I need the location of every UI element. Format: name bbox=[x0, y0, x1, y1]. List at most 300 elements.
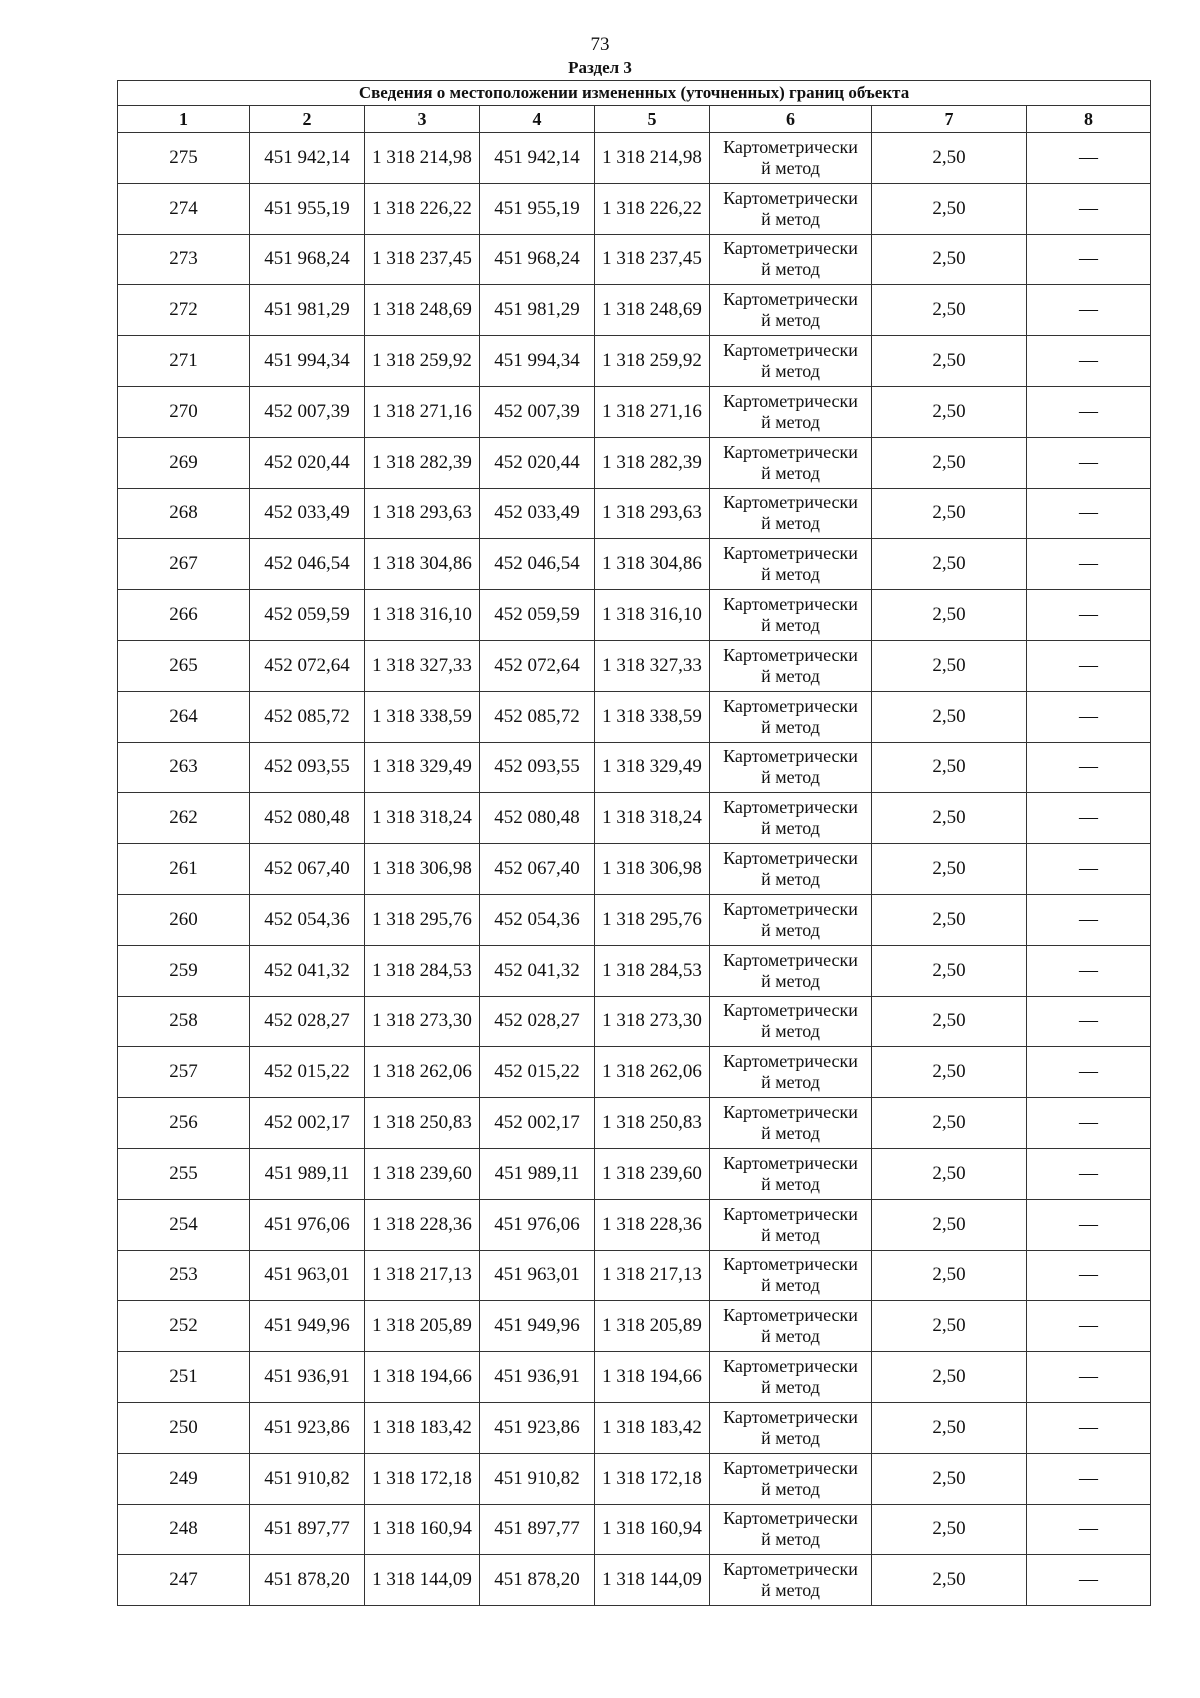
point-number-cell: 275 bbox=[118, 133, 250, 184]
point-number-cell: 256 bbox=[118, 1098, 250, 1149]
column-number: 6 bbox=[710, 106, 872, 133]
method-cell bbox=[710, 386, 872, 437]
x-new-cell: 452 002,17 bbox=[480, 1098, 595, 1149]
accuracy-cell: 2,50 bbox=[872, 793, 1027, 844]
x-new-cell: 451 949,96 bbox=[480, 1301, 595, 1352]
method-text-line: й метод bbox=[761, 1173, 820, 1194]
method-text-line: Картометрически bbox=[723, 797, 858, 818]
table-row bbox=[118, 996, 1151, 1047]
method-text-line: Картометрически bbox=[723, 1508, 858, 1529]
description-cell: — bbox=[1027, 1098, 1151, 1149]
table-row bbox=[118, 1301, 1151, 1352]
y-old-cell: 1 318 271,16 bbox=[365, 386, 480, 437]
x-new-cell: 452 072,64 bbox=[480, 640, 595, 691]
description-cell: — bbox=[1027, 1301, 1151, 1352]
table-row bbox=[118, 691, 1151, 742]
y-new-cell: 1 318 295,76 bbox=[595, 894, 710, 945]
method-cell bbox=[710, 945, 872, 996]
method-text-line: Картометрически bbox=[723, 695, 858, 716]
boundary-coordinates-table bbox=[117, 80, 1151, 1606]
description-cell: — bbox=[1027, 691, 1151, 742]
x-new-cell: 452 020,44 bbox=[480, 437, 595, 488]
method-text-line: й метод bbox=[761, 310, 820, 331]
x-new-cell: 452 033,49 bbox=[480, 488, 595, 539]
x-new-cell: 452 054,36 bbox=[480, 894, 595, 945]
table-row bbox=[118, 1098, 1151, 1149]
table-row bbox=[118, 793, 1151, 844]
point-number-cell: 262 bbox=[118, 793, 250, 844]
accuracy-cell: 2,50 bbox=[872, 1352, 1027, 1403]
accuracy-cell: 2,50 bbox=[872, 488, 1027, 539]
x-new-cell: 452 067,40 bbox=[480, 844, 595, 895]
accuracy-cell: 2,50 bbox=[872, 285, 1027, 336]
table-row bbox=[118, 1250, 1151, 1301]
y-old-cell: 1 318 293,63 bbox=[365, 488, 480, 539]
table-caption: Сведения о местоположении измененных (уточненных) границ объекта bbox=[118, 81, 1151, 106]
accuracy-cell: 2,50 bbox=[872, 691, 1027, 742]
method-cell bbox=[710, 1504, 872, 1555]
accuracy-cell: 2,50 bbox=[872, 539, 1027, 590]
method-cell bbox=[710, 183, 872, 234]
method-text-line: Картометрически bbox=[723, 949, 858, 970]
y-old-cell: 1 318 284,53 bbox=[365, 945, 480, 996]
x-old-cell: 452 033,49 bbox=[250, 488, 365, 539]
method-text-line: й метод bbox=[761, 462, 820, 483]
x-old-cell: 451 994,34 bbox=[250, 336, 365, 387]
method-text-line: й метод bbox=[761, 767, 820, 788]
table-row bbox=[118, 1199, 1151, 1250]
x-old-cell: 452 041,32 bbox=[250, 945, 365, 996]
x-new-cell: 451 936,91 bbox=[480, 1352, 595, 1403]
x-new-cell: 452 085,72 bbox=[480, 691, 595, 742]
y-new-cell: 1 318 316,10 bbox=[595, 590, 710, 641]
y-new-cell: 1 318 214,98 bbox=[595, 133, 710, 184]
method-text-line: Картометрически bbox=[723, 390, 858, 411]
x-old-cell: 452 054,36 bbox=[250, 894, 365, 945]
x-new-cell: 451 989,11 bbox=[480, 1148, 595, 1199]
y-new-cell: 1 318 172,18 bbox=[595, 1453, 710, 1504]
y-new-cell: 1 318 304,86 bbox=[595, 539, 710, 590]
description-cell: — bbox=[1027, 234, 1151, 285]
method-text-line: й метод bbox=[761, 1427, 820, 1448]
x-new-cell: 452 028,27 bbox=[480, 996, 595, 1047]
accuracy-cell: 2,50 bbox=[872, 1199, 1027, 1250]
y-old-cell: 1 318 194,66 bbox=[365, 1352, 480, 1403]
method-text-line: Картометрически bbox=[723, 136, 858, 157]
method-text-line: Картометрически bbox=[723, 594, 858, 615]
method-cell bbox=[710, 488, 872, 539]
method-text-line: Картометрически bbox=[723, 1356, 858, 1377]
point-number-cell: 273 bbox=[118, 234, 250, 285]
accuracy-cell: 2,50 bbox=[872, 437, 1027, 488]
y-old-cell: 1 318 248,69 bbox=[365, 285, 480, 336]
method-cell bbox=[710, 234, 872, 285]
method-text-line: Картометрически bbox=[723, 340, 858, 361]
description-cell: — bbox=[1027, 742, 1151, 793]
description-cell: — bbox=[1027, 386, 1151, 437]
description-cell: — bbox=[1027, 539, 1151, 590]
accuracy-cell: 2,50 bbox=[872, 742, 1027, 793]
y-old-cell: 1 318 183,42 bbox=[365, 1402, 480, 1453]
y-old-cell: 1 318 172,18 bbox=[365, 1453, 480, 1504]
x-old-cell: 451 981,29 bbox=[250, 285, 365, 336]
method-text-line: й метод bbox=[761, 361, 820, 382]
method-cell bbox=[710, 742, 872, 793]
point-number-cell: 259 bbox=[118, 945, 250, 996]
y-old-cell: 1 318 318,24 bbox=[365, 793, 480, 844]
y-old-cell: 1 318 217,13 bbox=[365, 1250, 480, 1301]
x-new-cell: 452 007,39 bbox=[480, 386, 595, 437]
method-text-line: й метод bbox=[761, 208, 820, 229]
method-text-line: Картометрически bbox=[723, 1051, 858, 1072]
accuracy-cell: 2,50 bbox=[872, 1047, 1027, 1098]
y-new-cell: 1 318 293,63 bbox=[595, 488, 710, 539]
point-number-cell: 268 bbox=[118, 488, 250, 539]
method-text-line: Картометрически bbox=[723, 492, 858, 513]
x-old-cell: 452 020,44 bbox=[250, 437, 365, 488]
description-cell: — bbox=[1027, 133, 1151, 184]
method-text-line: й метод bbox=[761, 970, 820, 991]
column-number-row bbox=[118, 106, 1151, 133]
x-old-cell: 452 046,54 bbox=[250, 539, 365, 590]
accuracy-cell: 2,50 bbox=[872, 894, 1027, 945]
y-new-cell: 1 318 271,16 bbox=[595, 386, 710, 437]
y-old-cell: 1 318 205,89 bbox=[365, 1301, 480, 1352]
x-new-cell: 451 963,01 bbox=[480, 1250, 595, 1301]
description-cell: — bbox=[1027, 793, 1151, 844]
column-number: 1 bbox=[118, 106, 250, 133]
x-old-cell: 451 936,91 bbox=[250, 1352, 365, 1403]
method-cell bbox=[710, 996, 872, 1047]
y-old-cell: 1 318 327,33 bbox=[365, 640, 480, 691]
point-number-cell: 271 bbox=[118, 336, 250, 387]
x-old-cell: 451 897,77 bbox=[250, 1504, 365, 1555]
y-new-cell: 1 318 183,42 bbox=[595, 1402, 710, 1453]
table-row bbox=[118, 590, 1151, 641]
description-cell: — bbox=[1027, 1352, 1151, 1403]
method-text-line: Картометрически bbox=[723, 644, 858, 665]
y-old-cell: 1 318 338,59 bbox=[365, 691, 480, 742]
method-cell bbox=[710, 1250, 872, 1301]
accuracy-cell: 2,50 bbox=[872, 234, 1027, 285]
y-new-cell: 1 318 144,09 bbox=[595, 1555, 710, 1606]
x-old-cell: 451 923,86 bbox=[250, 1402, 365, 1453]
method-cell bbox=[710, 844, 872, 895]
method-cell bbox=[710, 1098, 872, 1149]
x-new-cell: 451 878,20 bbox=[480, 1555, 595, 1606]
x-old-cell: 451 976,06 bbox=[250, 1199, 365, 1250]
method-text-line: й метод bbox=[761, 818, 820, 839]
y-new-cell: 1 318 194,66 bbox=[595, 1352, 710, 1403]
x-new-cell: 452 046,54 bbox=[480, 539, 595, 590]
method-text-line: Картометрически bbox=[723, 1305, 858, 1326]
x-new-cell: 451 923,86 bbox=[480, 1402, 595, 1453]
x-old-cell: 452 080,48 bbox=[250, 793, 365, 844]
x-old-cell: 452 093,55 bbox=[250, 742, 365, 793]
table-row bbox=[118, 1352, 1151, 1403]
description-cell: — bbox=[1027, 437, 1151, 488]
description-cell: — bbox=[1027, 1047, 1151, 1098]
x-new-cell: 451 976,06 bbox=[480, 1199, 595, 1250]
accuracy-cell: 2,50 bbox=[872, 1148, 1027, 1199]
y-new-cell: 1 318 239,60 bbox=[595, 1148, 710, 1199]
table-row bbox=[118, 1402, 1151, 1453]
description-cell: — bbox=[1027, 894, 1151, 945]
description-cell: — bbox=[1027, 488, 1151, 539]
y-new-cell: 1 318 284,53 bbox=[595, 945, 710, 996]
description-cell: — bbox=[1027, 1250, 1151, 1301]
method-cell bbox=[710, 793, 872, 844]
x-new-cell: 451 968,24 bbox=[480, 234, 595, 285]
method-text-line: й метод bbox=[761, 1072, 820, 1093]
table-row bbox=[118, 133, 1151, 184]
y-new-cell: 1 318 259,92 bbox=[595, 336, 710, 387]
y-new-cell: 1 318 327,33 bbox=[595, 640, 710, 691]
y-new-cell: 1 318 262,06 bbox=[595, 1047, 710, 1098]
method-text-line: й метод bbox=[761, 564, 820, 585]
method-text-line: Картометрически bbox=[723, 238, 858, 259]
description-cell: — bbox=[1027, 1199, 1151, 1250]
point-number-cell: 274 bbox=[118, 183, 250, 234]
y-old-cell: 1 318 214,98 bbox=[365, 133, 480, 184]
y-old-cell: 1 318 144,09 bbox=[365, 1555, 480, 1606]
point-number-cell: 260 bbox=[118, 894, 250, 945]
point-number-cell: 257 bbox=[118, 1047, 250, 1098]
method-cell bbox=[710, 539, 872, 590]
table-row bbox=[118, 183, 1151, 234]
method-cell bbox=[710, 640, 872, 691]
method-text-line: й метод bbox=[761, 1580, 820, 1601]
column-number: 2 bbox=[250, 106, 365, 133]
x-new-cell: 451 981,29 bbox=[480, 285, 595, 336]
method-text-line: Картометрически bbox=[723, 1457, 858, 1478]
y-new-cell: 1 318 237,45 bbox=[595, 234, 710, 285]
table-row bbox=[118, 1047, 1151, 1098]
table-row bbox=[118, 640, 1151, 691]
y-new-cell: 1 318 338,59 bbox=[595, 691, 710, 742]
method-text-line: й метод bbox=[761, 1275, 820, 1296]
table-row bbox=[118, 1453, 1151, 1504]
method-text-line: Картометрически bbox=[723, 1152, 858, 1173]
point-number-cell: 247 bbox=[118, 1555, 250, 1606]
point-number-cell: 261 bbox=[118, 844, 250, 895]
x-new-cell: 451 910,82 bbox=[480, 1453, 595, 1504]
x-old-cell: 452 085,72 bbox=[250, 691, 365, 742]
table-row bbox=[118, 437, 1151, 488]
method-text-line: й метод bbox=[761, 869, 820, 890]
table-row bbox=[118, 386, 1151, 437]
method-text-line: й метод bbox=[761, 1326, 820, 1347]
accuracy-cell: 2,50 bbox=[872, 1504, 1027, 1555]
method-text-line: й метод bbox=[761, 157, 820, 178]
method-text-line: й метод bbox=[761, 919, 820, 940]
method-cell bbox=[710, 437, 872, 488]
description-cell: — bbox=[1027, 1504, 1151, 1555]
accuracy-cell: 2,50 bbox=[872, 1555, 1027, 1606]
point-number-cell: 255 bbox=[118, 1148, 250, 1199]
method-text-line: Картометрически bbox=[723, 289, 858, 310]
column-number: 3 bbox=[365, 106, 480, 133]
description-cell: — bbox=[1027, 1402, 1151, 1453]
point-number-cell: 248 bbox=[118, 1504, 250, 1555]
column-number: 8 bbox=[1027, 106, 1151, 133]
x-old-cell: 451 878,20 bbox=[250, 1555, 365, 1606]
method-text-line: Картометрически bbox=[723, 543, 858, 564]
table-row bbox=[118, 234, 1151, 285]
method-cell bbox=[710, 894, 872, 945]
y-old-cell: 1 318 304,86 bbox=[365, 539, 480, 590]
x-old-cell: 452 028,27 bbox=[250, 996, 365, 1047]
y-old-cell: 1 318 259,92 bbox=[365, 336, 480, 387]
method-text-line: й метод bbox=[761, 1377, 820, 1398]
description-cell: — bbox=[1027, 640, 1151, 691]
accuracy-cell: 2,50 bbox=[872, 640, 1027, 691]
x-old-cell: 451 942,14 bbox=[250, 133, 365, 184]
method-text-line: й метод bbox=[761, 716, 820, 737]
description-cell: — bbox=[1027, 1148, 1151, 1199]
x-old-cell: 452 059,59 bbox=[250, 590, 365, 641]
method-text-line: Картометрически bbox=[723, 441, 858, 462]
description-cell: — bbox=[1027, 590, 1151, 641]
point-number-cell: 264 bbox=[118, 691, 250, 742]
method-text-line: Картометрически bbox=[723, 1254, 858, 1275]
method-text-line: Картометрически bbox=[723, 1406, 858, 1427]
method-text-line: й метод bbox=[761, 615, 820, 636]
method-cell bbox=[710, 1352, 872, 1403]
x-old-cell: 451 963,01 bbox=[250, 1250, 365, 1301]
method-text-line: Картометрически bbox=[723, 187, 858, 208]
accuracy-cell: 2,50 bbox=[872, 386, 1027, 437]
table-row bbox=[118, 488, 1151, 539]
x-new-cell: 452 041,32 bbox=[480, 945, 595, 996]
y-old-cell: 1 318 228,36 bbox=[365, 1199, 480, 1250]
description-cell: — bbox=[1027, 1555, 1151, 1606]
method-text-line: й метод bbox=[761, 411, 820, 432]
table-row bbox=[118, 1148, 1151, 1199]
method-text-line: й метод bbox=[761, 1021, 820, 1042]
x-new-cell: 452 015,22 bbox=[480, 1047, 595, 1098]
column-number: 5 bbox=[595, 106, 710, 133]
y-new-cell: 1 318 250,83 bbox=[595, 1098, 710, 1149]
x-new-cell: 451 955,19 bbox=[480, 183, 595, 234]
y-new-cell: 1 318 160,94 bbox=[595, 1504, 710, 1555]
method-cell bbox=[710, 1199, 872, 1250]
method-text-line: Картометрически bbox=[723, 1000, 858, 1021]
x-old-cell: 452 015,22 bbox=[250, 1047, 365, 1098]
method-text-line: й метод bbox=[761, 1478, 820, 1499]
method-cell bbox=[710, 1402, 872, 1453]
method-cell bbox=[710, 1555, 872, 1606]
point-number-cell: 252 bbox=[118, 1301, 250, 1352]
point-number-cell: 253 bbox=[118, 1250, 250, 1301]
y-new-cell: 1 318 226,22 bbox=[595, 183, 710, 234]
x-old-cell: 451 955,19 bbox=[250, 183, 365, 234]
accuracy-cell: 2,50 bbox=[872, 945, 1027, 996]
x-old-cell: 452 067,40 bbox=[250, 844, 365, 895]
table-row bbox=[118, 945, 1151, 996]
method-text-line: й метод bbox=[761, 259, 820, 280]
column-number: 7 bbox=[872, 106, 1027, 133]
method-text-line: й метод bbox=[761, 513, 820, 534]
x-old-cell: 452 007,39 bbox=[250, 386, 365, 437]
accuracy-cell: 2,50 bbox=[872, 183, 1027, 234]
y-old-cell: 1 318 262,06 bbox=[365, 1047, 480, 1098]
method-cell bbox=[710, 1047, 872, 1098]
method-cell bbox=[710, 1301, 872, 1352]
y-new-cell: 1 318 217,13 bbox=[595, 1250, 710, 1301]
point-number-cell: 251 bbox=[118, 1352, 250, 1403]
method-text-line: Картометрически bbox=[723, 848, 858, 869]
y-old-cell: 1 318 316,10 bbox=[365, 590, 480, 641]
point-number-cell: 272 bbox=[118, 285, 250, 336]
x-new-cell: 451 994,34 bbox=[480, 336, 595, 387]
y-new-cell: 1 318 273,30 bbox=[595, 996, 710, 1047]
point-number-cell: 265 bbox=[118, 640, 250, 691]
y-old-cell: 1 318 306,98 bbox=[365, 844, 480, 895]
table-row bbox=[118, 539, 1151, 590]
description-cell: — bbox=[1027, 945, 1151, 996]
y-old-cell: 1 318 295,76 bbox=[365, 894, 480, 945]
accuracy-cell: 2,50 bbox=[872, 1402, 1027, 1453]
method-text-line: Картометрически bbox=[723, 1203, 858, 1224]
accuracy-cell: 2,50 bbox=[872, 1301, 1027, 1352]
description-cell: — bbox=[1027, 336, 1151, 387]
accuracy-cell: 2,50 bbox=[872, 996, 1027, 1047]
y-new-cell: 1 318 329,49 bbox=[595, 742, 710, 793]
point-number-cell: 258 bbox=[118, 996, 250, 1047]
x-new-cell: 452 080,48 bbox=[480, 793, 595, 844]
method-text-line: Картометрически bbox=[723, 898, 858, 919]
method-cell bbox=[710, 1148, 872, 1199]
table-row bbox=[118, 742, 1151, 793]
point-number-cell: 249 bbox=[118, 1453, 250, 1504]
y-old-cell: 1 318 273,30 bbox=[365, 996, 480, 1047]
table-row bbox=[118, 1504, 1151, 1555]
page-number: 73 bbox=[590, 34, 610, 55]
table-row bbox=[118, 285, 1151, 336]
x-old-cell: 452 002,17 bbox=[250, 1098, 365, 1149]
description-cell: — bbox=[1027, 844, 1151, 895]
method-cell bbox=[710, 691, 872, 742]
point-number-cell: 254 bbox=[118, 1199, 250, 1250]
y-old-cell: 1 318 239,60 bbox=[365, 1148, 480, 1199]
table-body bbox=[118, 133, 1151, 1606]
y-old-cell: 1 318 250,83 bbox=[365, 1098, 480, 1149]
accuracy-cell: 2,50 bbox=[872, 590, 1027, 641]
x-old-cell: 451 910,82 bbox=[250, 1453, 365, 1504]
table-row bbox=[118, 844, 1151, 895]
table-row bbox=[118, 894, 1151, 945]
x-old-cell: 451 949,96 bbox=[250, 1301, 365, 1352]
section-title: Раздел 3 bbox=[568, 58, 632, 77]
point-number-cell: 270 bbox=[118, 386, 250, 437]
method-cell bbox=[710, 336, 872, 387]
description-cell: — bbox=[1027, 1453, 1151, 1504]
y-new-cell: 1 318 205,89 bbox=[595, 1301, 710, 1352]
y-old-cell: 1 318 226,22 bbox=[365, 183, 480, 234]
description-cell: — bbox=[1027, 183, 1151, 234]
table-row bbox=[118, 336, 1151, 387]
accuracy-cell: 2,50 bbox=[872, 1453, 1027, 1504]
x-old-cell: 452 072,64 bbox=[250, 640, 365, 691]
y-new-cell: 1 318 228,36 bbox=[595, 1199, 710, 1250]
x-new-cell: 452 059,59 bbox=[480, 590, 595, 641]
x-old-cell: 451 989,11 bbox=[250, 1148, 365, 1199]
accuracy-cell: 2,50 bbox=[872, 1250, 1027, 1301]
method-text-line: й метод bbox=[761, 1123, 820, 1144]
method-text-line: й метод bbox=[761, 1529, 820, 1550]
y-new-cell: 1 318 318,24 bbox=[595, 793, 710, 844]
